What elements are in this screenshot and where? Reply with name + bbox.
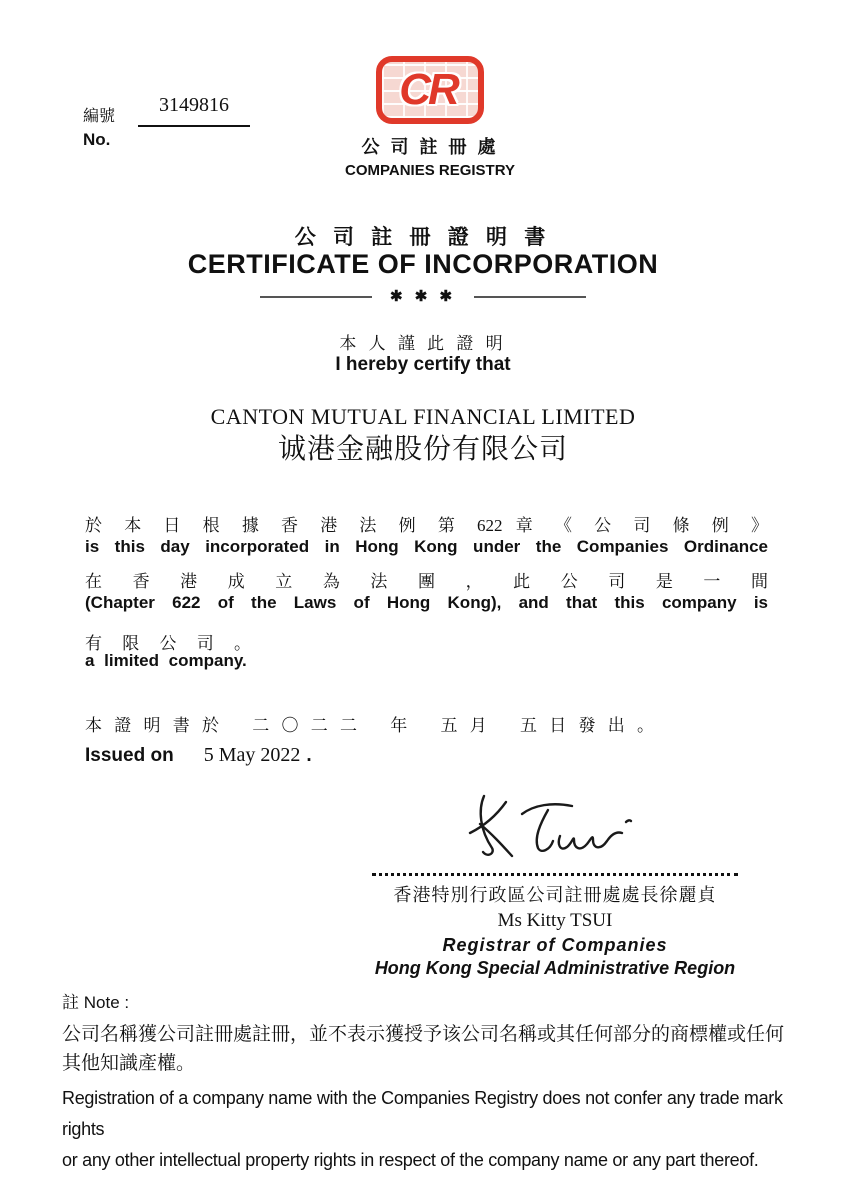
registrar-title-zh: 香港特別行政區公司註冊處處長徐麗貞 bbox=[393, 885, 717, 905]
registrar-title-en: Registrar of Companies bbox=[442, 935, 668, 955]
issued-statement-zh: 本 證 明 書 於 二 〇 二 二 年 五 月 五 日 發 出 。 bbox=[85, 716, 658, 735]
issued-label: Issued on bbox=[85, 745, 174, 766]
signature-dotted-line bbox=[372, 873, 738, 876]
registry-name-zh: 公 司 註 冊 處 bbox=[361, 137, 499, 157]
issued-date: 5 May 2022 bbox=[203, 744, 301, 766]
certify-statement-en: I hereby certify that bbox=[335, 354, 511, 375]
certificate-number-underline bbox=[138, 125, 250, 127]
note-label bbox=[62, 988, 794, 1013]
body-line-2-zh: 在 香 港 成 立 為 法 團 ， 此 公 司 是 一 間 bbox=[85, 572, 768, 591]
note-block bbox=[62, 988, 794, 1176]
companies-registry-logo-block bbox=[335, 56, 525, 179]
registrar-region: Hong Kong Special Administrative Region bbox=[374, 958, 736, 978]
registrar-name: Ms Kitty TSUI bbox=[497, 910, 613, 931]
body-line-1-en: is this day incorporated in Hong Kong under the Companies Ordinance bbox=[85, 537, 768, 556]
certificate-number-value: 3149816 bbox=[159, 94, 229, 116]
issued-period: . bbox=[306, 745, 312, 766]
cr-logo-icon bbox=[376, 56, 484, 124]
divider-rule-left bbox=[260, 296, 372, 298]
document-title-zh: 公 司 註 冊 證 明 書 bbox=[294, 225, 552, 249]
registry-name-en: COMPANIES REGISTRY bbox=[344, 162, 516, 179]
certificate-number-label-zh: 編號 bbox=[83, 108, 116, 125]
document-title-en: CERTIFICATE OF INCORPORATION bbox=[187, 249, 659, 279]
note-label-zh: 註 bbox=[62, 993, 79, 1012]
body-line-1-zh: 於 本 日 根 據 香 港 法 例 第 622 章 《 公 司 條 例 》 bbox=[85, 516, 768, 535]
signature-block bbox=[372, 790, 738, 979]
body-line-3-en: a limited company. bbox=[85, 651, 247, 670]
certificate-number-label-en: No. bbox=[83, 130, 111, 149]
body-line-2-en: (Chapter 622 of the Laws of Hong Kong), and that this company is bbox=[85, 593, 768, 612]
note-text-zh-line1: 公司名稱獲公司註冊處註冊，並不表示獲授予该公司名稱或其任何部分的商標權或任何 bbox=[62, 1024, 785, 1045]
issued-statement-en bbox=[85, 744, 768, 767]
company-name-en: CANTON MUTUAL FINANCIAL LIMITED bbox=[210, 404, 636, 429]
title-divider bbox=[0, 288, 846, 306]
cr-logo-text: CR bbox=[399, 65, 457, 114]
company-name-zh: 诚港金融股份有限公司 bbox=[277, 434, 568, 465]
note-text-zh-line2: 其他知識產權。 bbox=[62, 1053, 196, 1074]
note-label-en: Note : bbox=[83, 993, 130, 1012]
note-text-en-line2: or any other intellectual property rights in respect of the company name or any part thereof. bbox=[62, 1150, 759, 1170]
registrar-signature-icon bbox=[440, 790, 670, 872]
divider-stars: ✱ ✱ ✱ bbox=[389, 288, 457, 305]
divider-rule-right bbox=[474, 296, 586, 298]
body-line-3-zh: 有 限 公 司 。 bbox=[85, 634, 259, 653]
note-text-en-line1: Registration of a company name with the Companies Registry does not confer any trade mark rights bbox=[62, 1088, 783, 1139]
certify-statement-zh: 本 人 謹 此 證 明 bbox=[339, 334, 507, 353]
